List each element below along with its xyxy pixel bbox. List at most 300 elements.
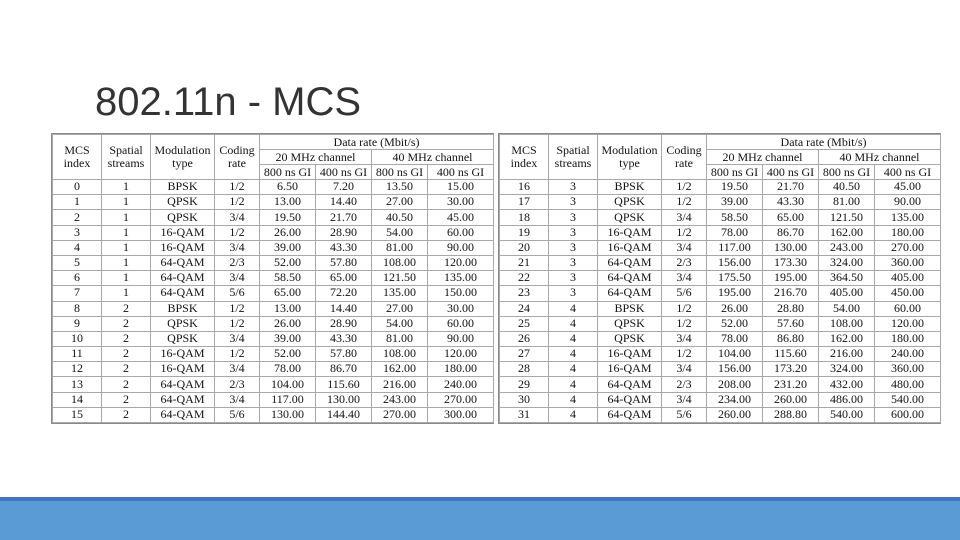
cell-rate-20-800: 19.50: [260, 210, 316, 225]
cell-rate-20-400: 28.80: [763, 301, 819, 316]
cell-spatial-streams: 1: [102, 195, 151, 210]
cell-spatial-streams: 3: [549, 255, 598, 270]
cell-rate-20-800: 39.00: [707, 195, 763, 210]
table-row: [500, 316, 941, 331]
table-row: [500, 286, 941, 301]
table-body: [53, 180, 494, 423]
cell-mcs-index: 24: [500, 301, 549, 316]
cell-rate-20-400: 65.00: [316, 271, 372, 286]
cell-coding-rate: 3/4: [215, 392, 260, 407]
cell-rate-40-800: 40.50: [819, 180, 875, 195]
cell-coding-rate: 1/2: [215, 316, 260, 331]
cell-mcs-index: 0: [53, 180, 102, 195]
cell-modulation: 64-QAM: [151, 377, 215, 392]
cell-rate-40-400: 180.00: [875, 225, 941, 240]
cell-rate-20-800: 52.00: [260, 347, 316, 362]
table-row: [500, 195, 941, 210]
cell-spatial-streams: 1: [102, 271, 151, 286]
cell-rate-40-400: 120.00: [428, 255, 494, 270]
cell-rate-40-400: 60.00: [428, 225, 494, 240]
cell-rate-20-800: 175.50: [707, 271, 763, 286]
cell-rate-20-400: 14.40: [316, 301, 372, 316]
cell-modulation: QPSK: [151, 316, 215, 331]
cell-spatial-streams: 2: [102, 362, 151, 377]
cell-coding-rate: 5/6: [215, 407, 260, 422]
cell-coding-rate: 3/4: [215, 210, 260, 225]
table-row: [53, 362, 494, 377]
header-gi-400: 400 ns GI: [316, 165, 372, 180]
cell-rate-40-800: 81.00: [819, 195, 875, 210]
table-row: [500, 210, 941, 225]
cell-rate-40-400: 450.00: [875, 286, 941, 301]
header-gi-800: 800 ns GI: [260, 165, 316, 180]
cell-rate-20-400: 57.80: [316, 347, 372, 362]
cell-rate-20-800: 195.00: [707, 286, 763, 301]
cell-coding-rate: 1/2: [215, 225, 260, 240]
cell-rate-40-400: 90.00: [875, 195, 941, 210]
cell-rate-40-800: 432.00: [819, 377, 875, 392]
cell-rate-40-800: 324.00: [819, 255, 875, 270]
cell-rate-20-400: 195.00: [763, 271, 819, 286]
cell-rate-20-800: 78.00: [707, 331, 763, 346]
cell-rate-20-800: 19.50: [707, 180, 763, 195]
cell-rate-40-800: 270.00: [372, 407, 428, 422]
cell-mcs-index: 4: [53, 240, 102, 255]
cell-spatial-streams: 1: [102, 210, 151, 225]
cell-rate-40-800: 81.00: [372, 331, 428, 346]
cell-rate-40-800: 54.00: [372, 225, 428, 240]
cell-rate-20-400: 72.20: [316, 286, 372, 301]
table-row: [53, 377, 494, 392]
cell-spatial-streams: 2: [102, 392, 151, 407]
cell-rate-20-400: 130.00: [316, 392, 372, 407]
cell-rate-40-800: 540.00: [819, 407, 875, 422]
cell-mcs-index: 10: [53, 331, 102, 346]
cell-mcs-index: 25: [500, 316, 549, 331]
header-gi-800: 800 ns GI: [707, 165, 763, 180]
cell-spatial-streams: 3: [549, 240, 598, 255]
cell-rate-20-400: 231.20: [763, 377, 819, 392]
table-row: [500, 347, 941, 362]
cell-mcs-index: 3: [53, 225, 102, 240]
cell-coding-rate: 3/4: [215, 271, 260, 286]
cell-mcs-index: 15: [53, 407, 102, 422]
cell-rate-20-800: 58.50: [707, 210, 763, 225]
header-coding-rate: Coding rate: [662, 135, 707, 180]
cell-coding-rate: 5/6: [215, 286, 260, 301]
cell-mcs-index: 13: [53, 377, 102, 392]
cell-rate-40-400: 30.00: [428, 301, 494, 316]
cell-modulation: 16-QAM: [151, 347, 215, 362]
cell-rate-20-800: 104.00: [707, 347, 763, 362]
cell-coding-rate: 3/4: [662, 210, 707, 225]
cell-spatial-streams: 4: [549, 316, 598, 331]
cell-rate-40-400: 150.00: [428, 286, 494, 301]
cell-mcs-index: 22: [500, 271, 549, 286]
cell-rate-40-400: 240.00: [428, 377, 494, 392]
cell-spatial-streams: 4: [549, 377, 598, 392]
cell-modulation: 16-QAM: [598, 362, 662, 377]
cell-rate-40-400: 135.00: [875, 210, 941, 225]
header-gi-800: 800 ns GI: [372, 165, 428, 180]
table-row: [53, 240, 494, 255]
table-row: [500, 362, 941, 377]
cell-mcs-index: 19: [500, 225, 549, 240]
cell-modulation: QPSK: [598, 210, 662, 225]
cell-rate-40-400: 360.00: [875, 255, 941, 270]
cell-mcs-index: 14: [53, 392, 102, 407]
cell-spatial-streams: 3: [549, 271, 598, 286]
cell-rate-20-400: 86.80: [763, 331, 819, 346]
cell-rate-20-800: 39.00: [260, 331, 316, 346]
cell-rate-40-800: 324.00: [819, 362, 875, 377]
cell-spatial-streams: 3: [549, 210, 598, 225]
cell-rate-20-400: 57.80: [316, 255, 372, 270]
cell-modulation: 16-QAM: [151, 240, 215, 255]
cell-rate-20-800: 26.00: [260, 316, 316, 331]
cell-mcs-index: 20: [500, 240, 549, 255]
header-mcs-index: MCS index: [500, 135, 549, 180]
cell-mcs-index: 5: [53, 255, 102, 270]
cell-rate-40-400: 30.00: [428, 195, 494, 210]
cell-modulation: BPSK: [151, 301, 215, 316]
cell-rate-40-800: 135.00: [372, 286, 428, 301]
cell-rate-20-800: 6.50: [260, 180, 316, 195]
cell-spatial-streams: 2: [102, 301, 151, 316]
cell-modulation: QPSK: [151, 331, 215, 346]
cell-mcs-index: 7: [53, 286, 102, 301]
cell-modulation: 64-QAM: [598, 255, 662, 270]
cell-spatial-streams: 4: [549, 301, 598, 316]
header-gi-800: 800 ns GI: [819, 165, 875, 180]
cell-rate-20-400: 21.70: [763, 180, 819, 195]
cell-rate-20-800: 65.00: [260, 286, 316, 301]
cell-mcs-index: 8: [53, 301, 102, 316]
cell-rate-40-400: 480.00: [875, 377, 941, 392]
cell-rate-40-800: 108.00: [372, 255, 428, 270]
cell-mcs-index: 23: [500, 286, 549, 301]
cell-mcs-index: 18: [500, 210, 549, 225]
table-row: [53, 392, 494, 407]
cell-rate-40-400: 135.00: [428, 271, 494, 286]
cell-coding-rate: 1/2: [215, 180, 260, 195]
cell-mcs-index: 29: [500, 377, 549, 392]
cell-rate-40-400: 90.00: [428, 331, 494, 346]
cell-rate-20-800: 26.00: [260, 225, 316, 240]
cell-modulation: 16-QAM: [598, 347, 662, 362]
cell-rate-40-800: 108.00: [819, 316, 875, 331]
mcs-table-right: [498, 133, 941, 424]
cell-rate-40-400: 45.00: [428, 210, 494, 225]
cell-rate-20-800: 26.00: [707, 301, 763, 316]
cell-rate-40-400: 15.00: [428, 180, 494, 195]
header-gi-400: 400 ns GI: [875, 165, 941, 180]
cell-rate-20-800: 117.00: [260, 392, 316, 407]
cell-spatial-streams: 4: [549, 347, 598, 362]
cell-rate-20-400: 28.90: [316, 316, 372, 331]
header-modulation-type: Modulation type: [598, 135, 662, 180]
cell-rate-20-400: 14.40: [316, 195, 372, 210]
cell-rate-40-400: 180.00: [428, 362, 494, 377]
cell-rate-40-400: 600.00: [875, 407, 941, 422]
cell-coding-rate: 5/6: [662, 286, 707, 301]
cell-rate-20-400: 288.80: [763, 407, 819, 422]
cell-modulation: QPSK: [598, 316, 662, 331]
cell-rate-40-400: 90.00: [428, 240, 494, 255]
cell-rate-40-800: 121.50: [819, 210, 875, 225]
cell-mcs-index: 16: [500, 180, 549, 195]
cell-coding-rate: 3/4: [215, 240, 260, 255]
cell-rate-20-400: 86.70: [316, 362, 372, 377]
cell-rate-20-400: 144.40: [316, 407, 372, 422]
cell-coding-rate: 3/4: [662, 271, 707, 286]
cell-rate-20-800: 208.00: [707, 377, 763, 392]
cell-modulation: 64-QAM: [598, 407, 662, 422]
cell-modulation: 64-QAM: [598, 271, 662, 286]
table-row: [500, 255, 941, 270]
cell-rate-40-800: 216.00: [372, 377, 428, 392]
cell-spatial-streams: 4: [549, 407, 598, 422]
cell-rate-40-400: 120.00: [875, 316, 941, 331]
table-row: [53, 347, 494, 362]
cell-rate-40-800: 121.50: [372, 271, 428, 286]
cell-mcs-index: 9: [53, 316, 102, 331]
cell-rate-40-400: 60.00: [428, 316, 494, 331]
header-data-rate: Data rate (Mbit/s): [707, 135, 941, 150]
table-row: [53, 301, 494, 316]
table-row: [53, 331, 494, 346]
cell-rate-20-800: 39.00: [260, 240, 316, 255]
cell-rate-20-800: 156.00: [707, 362, 763, 377]
page-title: 802.11n - MCS: [95, 80, 362, 124]
cell-modulation: 64-QAM: [151, 407, 215, 422]
cell-rate-40-400: 270.00: [875, 240, 941, 255]
cell-rate-40-800: 13.50: [372, 180, 428, 195]
table-row: [53, 286, 494, 301]
cell-coding-rate: 1/2: [662, 347, 707, 362]
table-row: [500, 301, 941, 316]
cell-coding-rate: 1/2: [215, 301, 260, 316]
cell-rate-20-400: 43.30: [316, 240, 372, 255]
table-body: [500, 180, 941, 423]
cell-rate-20-800: 52.00: [707, 316, 763, 331]
cell-spatial-streams: 4: [549, 331, 598, 346]
table-row: [500, 180, 941, 195]
cell-spatial-streams: 2: [102, 347, 151, 362]
cell-rate-20-400: 115.60: [763, 347, 819, 362]
header-40mhz: 40 MHz channel: [819, 150, 941, 165]
table-row: [53, 225, 494, 240]
table-row: [53, 195, 494, 210]
cell-rate-40-800: 54.00: [372, 316, 428, 331]
table-row: [53, 271, 494, 286]
cell-rate-20-400: 43.30: [763, 195, 819, 210]
cell-modulation: QPSK: [151, 210, 215, 225]
cell-coding-rate: 1/2: [662, 301, 707, 316]
header-spatial-streams: Spatial streams: [549, 135, 598, 180]
mcs-table-left: [51, 133, 494, 424]
cell-modulation: 16-QAM: [151, 225, 215, 240]
table-row: [500, 271, 941, 286]
cell-rate-40-800: 364.50: [819, 271, 875, 286]
header-modulation-type: Modulation type: [151, 135, 215, 180]
cell-rate-40-800: 108.00: [372, 347, 428, 362]
cell-rate-40-800: 27.00: [372, 301, 428, 316]
cell-mcs-index: 11: [53, 347, 102, 362]
header-data-rate: Data rate (Mbit/s): [260, 135, 494, 150]
cell-rate-20-800: 52.00: [260, 255, 316, 270]
cell-rate-40-800: 216.00: [819, 347, 875, 362]
cell-coding-rate: 1/2: [662, 225, 707, 240]
cell-rate-40-800: 243.00: [372, 392, 428, 407]
cell-coding-rate: 3/4: [662, 392, 707, 407]
cell-rate-40-800: 81.00: [372, 240, 428, 255]
cell-coding-rate: 5/6: [662, 407, 707, 422]
cell-rate-40-800: 486.00: [819, 392, 875, 407]
cell-spatial-streams: 2: [102, 377, 151, 392]
cell-spatial-streams: 3: [549, 195, 598, 210]
cell-spatial-streams: 3: [549, 225, 598, 240]
cell-modulation: 64-QAM: [151, 271, 215, 286]
cell-modulation: 64-QAM: [598, 286, 662, 301]
cell-modulation: BPSK: [598, 180, 662, 195]
cell-mcs-index: 30: [500, 392, 549, 407]
cell-spatial-streams: 2: [102, 316, 151, 331]
mcs-table: [499, 134, 941, 423]
cell-spatial-streams: 1: [102, 180, 151, 195]
cell-rate-20-800: 130.00: [260, 407, 316, 422]
header-spatial-streams: Spatial streams: [102, 135, 151, 180]
cell-rate-20-400: 173.30: [763, 255, 819, 270]
cell-rate-40-800: 27.00: [372, 195, 428, 210]
cell-modulation: QPSK: [151, 195, 215, 210]
table-row: [500, 377, 941, 392]
cell-spatial-streams: 1: [102, 240, 151, 255]
cell-rate-20-800: 104.00: [260, 377, 316, 392]
cell-coding-rate: 1/2: [662, 180, 707, 195]
cell-rate-40-400: 300.00: [428, 407, 494, 422]
cell-coding-rate: 3/4: [662, 362, 707, 377]
table-row: [500, 240, 941, 255]
table-row: [53, 210, 494, 225]
header-mcs-index: MCS index: [53, 135, 102, 180]
table-row: [53, 316, 494, 331]
cell-rate-20-400: 43.30: [316, 331, 372, 346]
cell-rate-40-800: 162.00: [372, 362, 428, 377]
footer-band: [0, 497, 960, 540]
cell-modulation: 64-QAM: [151, 255, 215, 270]
cell-modulation: QPSK: [598, 195, 662, 210]
cell-spatial-streams: 3: [549, 180, 598, 195]
table-row: [500, 225, 941, 240]
header-20mhz: 20 MHz channel: [707, 150, 819, 165]
mcs-table: [52, 134, 494, 423]
header-gi-400: 400 ns GI: [763, 165, 819, 180]
cell-rate-20-800: 260.00: [707, 407, 763, 422]
cell-rate-40-400: 360.00: [875, 362, 941, 377]
cell-mcs-index: 17: [500, 195, 549, 210]
cell-rate-20-400: 57.60: [763, 316, 819, 331]
cell-mcs-index: 6: [53, 271, 102, 286]
cell-rate-20-800: 156.00: [707, 255, 763, 270]
cell-mcs-index: 28: [500, 362, 549, 377]
cell-rate-40-400: 120.00: [428, 347, 494, 362]
cell-rate-20-800: 78.00: [260, 362, 316, 377]
cell-spatial-streams: 1: [102, 225, 151, 240]
header-40mhz: 40 MHz channel: [372, 150, 494, 165]
cell-rate-20-800: 13.00: [260, 195, 316, 210]
cell-coding-rate: 3/4: [215, 362, 260, 377]
cell-rate-20-400: 115.60: [316, 377, 372, 392]
cell-modulation: 64-QAM: [598, 377, 662, 392]
table-row: [53, 255, 494, 270]
cell-coding-rate: 1/2: [662, 316, 707, 331]
cell-mcs-index: 21: [500, 255, 549, 270]
cell-mcs-index: 1: [53, 195, 102, 210]
cell-spatial-streams: 2: [102, 407, 151, 422]
cell-modulation: BPSK: [598, 301, 662, 316]
cell-modulation: 64-QAM: [598, 392, 662, 407]
cell-rate-40-800: 162.00: [819, 225, 875, 240]
cell-modulation: 16-QAM: [598, 240, 662, 255]
cell-mcs-index: 2: [53, 210, 102, 225]
cell-coding-rate: 2/3: [662, 255, 707, 270]
cell-rate-20-400: 216.70: [763, 286, 819, 301]
cell-spatial-streams: 2: [102, 331, 151, 346]
cell-modulation: BPSK: [151, 180, 215, 195]
cell-rate-20-400: 65.00: [763, 210, 819, 225]
footer-accent-line: [0, 497, 960, 501]
header-coding-rate: Coding rate: [215, 135, 260, 180]
cell-rate-40-400: 180.00: [875, 331, 941, 346]
cell-mcs-index: 12: [53, 362, 102, 377]
cell-rate-20-800: 58.50: [260, 271, 316, 286]
cell-rate-40-800: 40.50: [372, 210, 428, 225]
cell-rate-40-800: 405.00: [819, 286, 875, 301]
cell-rate-20-400: 130.00: [763, 240, 819, 255]
table-row: [500, 392, 941, 407]
cell-rate-20-400: 7.20: [316, 180, 372, 195]
cell-rate-20-400: 173.20: [763, 362, 819, 377]
table-row: [53, 407, 494, 422]
table-row: [500, 331, 941, 346]
cell-modulation: 16-QAM: [598, 225, 662, 240]
cell-spatial-streams: 1: [102, 286, 151, 301]
cell-modulation: 64-QAM: [151, 286, 215, 301]
cell-coding-rate: 3/4: [662, 331, 707, 346]
cell-rate-40-400: 240.00: [875, 347, 941, 362]
cell-rate-40-800: 54.00: [819, 301, 875, 316]
cell-coding-rate: 3/4: [215, 331, 260, 346]
cell-spatial-streams: 4: [549, 362, 598, 377]
cell-mcs-index: 27: [500, 347, 549, 362]
cell-rate-20-800: 117.00: [707, 240, 763, 255]
cell-rate-20-400: 86.70: [763, 225, 819, 240]
cell-coding-rate: 3/4: [662, 240, 707, 255]
cell-spatial-streams: 1: [102, 255, 151, 270]
cell-spatial-streams: 3: [549, 286, 598, 301]
cell-rate-20-800: 78.00: [707, 225, 763, 240]
cell-rate-20-400: 28.90: [316, 225, 372, 240]
table-row: [53, 180, 494, 195]
cell-coding-rate: 2/3: [662, 377, 707, 392]
cell-rate-20-800: 13.00: [260, 301, 316, 316]
cell-mcs-index: 31: [500, 407, 549, 422]
cell-rate-20-400: 21.70: [316, 210, 372, 225]
cell-rate-40-400: 540.00: [875, 392, 941, 407]
cell-rate-40-800: 243.00: [819, 240, 875, 255]
cell-rate-20-400: 260.00: [763, 392, 819, 407]
